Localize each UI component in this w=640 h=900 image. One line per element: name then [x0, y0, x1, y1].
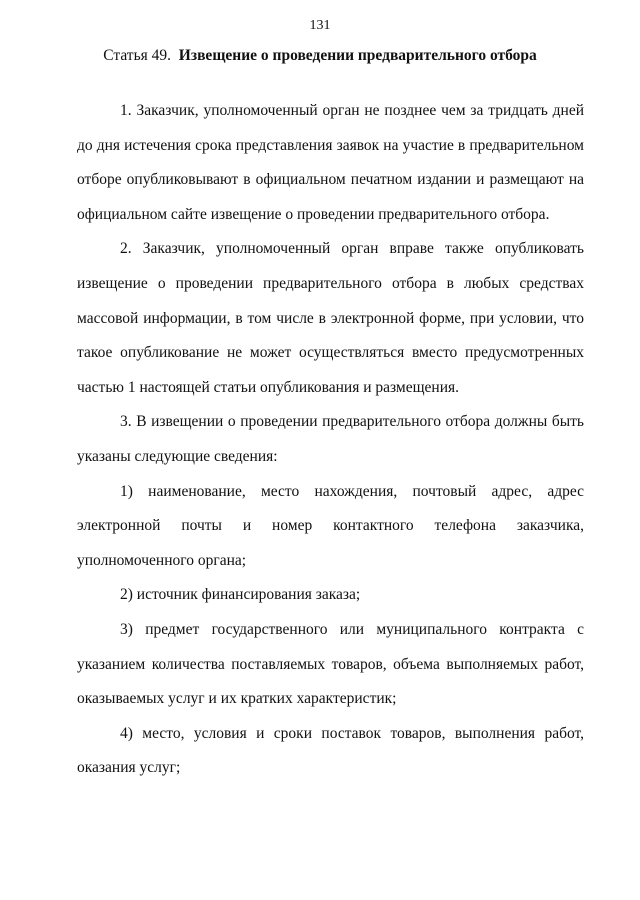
article-label: Статья 49. [103, 47, 172, 64]
paragraph-1: 1. Заказчик, уполномоченный орган не позднее чем за тридцать дней до дня истечения срока представления заявок на участие в предварительном отборе опубликовывают в официальном печатном издании и размещают на официальном сайте извещение о проведении предварительного отбора. [77, 102, 584, 223]
list-item-1: 1) наименование, место нахождения, почтовый адрес, адрес электронной почты и номер контактного телефона заказчика, уполномоченного органа; [77, 482, 584, 569]
article-title: Извещение о проведении предварительного отбора [178, 47, 537, 64]
article-heading [0, 47, 640, 65]
paragraph-2: 2. Заказчик, уполномоченный орган вправе также опубликовать извещение о проведении предварительного отбора в любых средствах массовой информации, в том числе в электронной форме, при условии, что такое опубликование не может осуществляться вместо предусмотренных частью 1 настоящей статьи опубликования и размещения. [77, 240, 584, 396]
paragraph-3: 3. В извещении о проведении предварительного отбора должны быть указаны следующие сведения: [77, 413, 584, 465]
list-item-2: 2) источник финансирования заказа; [120, 586, 361, 604]
list-item-3: 3) предмет государственного или муниципального контракта с указанием количества поставляемых товаров, объема выполняемых работ, оказываемых услуг и их кратких характеристик; [77, 620, 584, 708]
list-item-4: 4) место, условия и сроки поставок товаров, выполнения работ, оказания услуг; [77, 724, 584, 777]
page-number: 131 [309, 18, 331, 33]
article-body [77, 94, 584, 786]
